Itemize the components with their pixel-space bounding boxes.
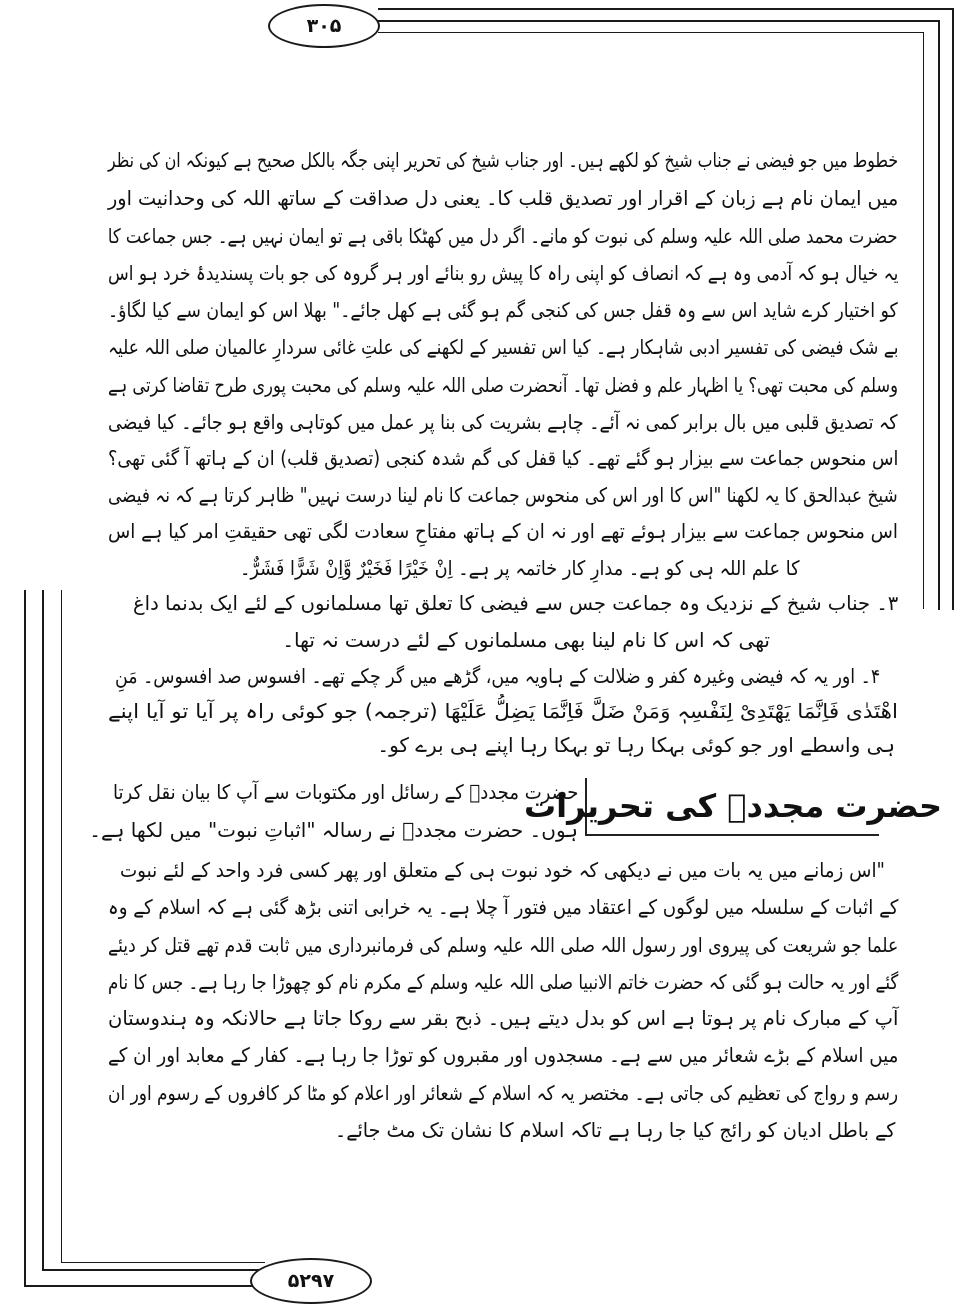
section-heading: حضرت مجددؒ کی تحریرات: [523, 787, 943, 825]
text-line: وسلم کی محبت تھی؟ یا اظہار علم و فضل تھا۔ آنحضرت صلی اللہ علیہ وسلم کی محبت پوری طرح تقاضا کرتی ہے: [108, 373, 898, 397]
text-line: ہوں۔ حضرت مجددؒ نے رسالہ "اثباتِ نبوت" میں لکھا ہے۔: [89, 818, 578, 842]
text-line: یہ خیال ہو کہ آدمی وہ ہے کہ انصاف کو اپنی راہ کا پیش رو بنائے اور ہر گروہ کی جو بات پسندیدۂ خرد ہو اس: [107, 261, 898, 285]
quote-line: علما جو شریعت کی پیروی اور رسول اللہ صلی اللہ علیہ وسلم کی فرمانبرداری میں ثابت قدم تھے قتل کر دیئے: [107, 933, 898, 957]
text-line: ہی واسطے اور جو کوئی بہکا رہا تو بہکا رہا اپنے ہی برے کو۔: [377, 733, 895, 757]
quote-line: آپ کے مبارک نام پر ہوتا ہے اس کو بدل دیتے ہیں۔ ذبح بقر سے روکا جاتا ہے حالانکہ وہ ہندوستان: [107, 1006, 898, 1030]
text-line: میں ایمان نام ہے زبان کے اقرار اور تصدیق قلب کا۔ یعنی دل صداقت کے ساتھ اللہ کی وحدانیت اور: [107, 186, 898, 210]
section-heading-box: [523, 778, 943, 836]
text-line: تھی کہ اس کا نام لینا بھی مسلمانوں کے لئے درست نہ تھا۔: [282, 628, 770, 652]
quote-line: "اس زمانے میں یہ بات میں نے دیکھی کہ خود نبوت ہی کے متعلق اور پھر کسی فرد واحد کے لئے نبوت: [120, 858, 885, 882]
text-line: شیخ عبدالحق کا یہ لکھنا "اس کا اور اس کی منحوس جماعت کا نام لینا درست نہیں" ظاہر کرتا ہے کہ نہ فیضی: [108, 483, 898, 507]
quote-line: میں اسلام کے بڑے شعائر میں سے ہے۔ مسجدوں اور مقبروں کو توڑا جا رہا ہے۔ کفار کے معابد اور ان کے: [107, 1043, 898, 1067]
text-line: کو اختیار کرے شاید اس سے وہ قفل جس کی کنجی گم ہو گئی ہے کھل جائے۔" بھلا اس کو ایمان سے کیا لگاؤ۔: [108, 298, 898, 322]
page-number-top: ۳۰۵: [306, 15, 342, 37]
text-line: خطوط میں جو فیضی نے جناب شیخ کو لکھے ہیں۔ اور جناب شیخ کی تحریر اپنی جگہ بالکل صحیح ہے کیونکہ ان کی نظر: [107, 148, 898, 172]
page-number-bottom: ۵۲۹۷: [287, 1270, 335, 1292]
text-line: بے شک فیضی کی تفسیر ادبی شاہکار ہے۔ کیا اس تفسیر کے لکھنے کی علتِ غائی سردارِ عالمیان صلی اللہ علیہ: [107, 335, 898, 359]
text-line: اس منحوس جماعت سے بیزار ہوئے تھے اور نہ ان کے ہاتھ مفتاحِ سعادت لگی تھی حقیقتِ امر کیا ہے اس: [108, 519, 898, 543]
text-line: کا علم اللہ ہی کو ہے۔ مدارِ کار خاتمہ پر ہے۔ اِنْ خَیْرًا فَخَیْرٌ وَّاِنْ شَرًّا فَشَرٌّ۔: [240, 556, 800, 580]
quote-line: کے اثبات کے سلسلہ میں لوگوں کے اعتقاد میں فتور آ چلا ہے۔ یہ خرابی اتنی بڑھ گئی ہے کہ اسلام کے وہ: [107, 895, 898, 919]
page-number-top-badge: [268, 4, 380, 48]
page-number-bottom-badge: [250, 1258, 372, 1304]
text-line: حضرت محمد صلی اللہ علیہ وسلم کی نبوت کو مانے۔ اگر دل میں کھٹکا باقی ہے تو ایمان نہیں ہے۔ جس جماعت کا: [108, 224, 898, 248]
text-line: اس منحوس جماعت سے بیزار ہو گئے تھے۔ کیا قفل کی گم شدہ کنجی (تصدیق قلب) ان کے ہاتھ آ گئی تھی؟: [107, 446, 898, 470]
quote-line: کے باطل ادیان کو رائج کیا جا رہا ہے تاکہ اسلام کا نشان تک مٹ جائے۔: [334, 1118, 895, 1142]
numbered-point-4: ۴۔ اور یہ کہ فیضی وغیرہ کفر و ضلالت کے ہاویہ میں، گڑھے میں گر چکے تھے۔ افسوس صد افسوس۔ مَنِ: [114, 664, 880, 688]
text-line: حضرت مجددؒ کے رسائل اور مکتوبات سے آپ کا بیان نقل کرتا: [112, 780, 578, 804]
numbered-point-3: ۳۔ جناب شیخ کے نزدیک وہ جماعت جس سے فیضی کا تعلق تھا مسلمانوں کے لئے ایک بدنما داغ: [132, 591, 898, 615]
text-line: کہ تصدیق قلبی میں بال برابر کمی نہ آئے۔ چاہے بشریت کی بنا پر عمل میں کوتاہی واقع ہو جائے۔ کیا فیضی: [108, 410, 898, 434]
quran-verse-line: اھْتَدٰی فَاِنَّمَا یَھْتَدِیْ لِنَفْسِہٖ وَمَنْ ضَلَّ فَاِنَّمَا یَضِلُّ عَلَیْھَا (ترجمہ) جو کوئی راہ پر آیا تو آیا اپنے: [108, 699, 898, 723]
quote-line: رسم و رواج کی تعظیم کی جاتی ہے۔ مختصر یہ کہ اسلام کے شعائر اور اعلام کو مٹا کر کافروں کے رسوم اور ان: [107, 1081, 898, 1105]
quote-line: گئے اور یہ حالت ہو گئی کہ حضرت خاتم الانبیا صلی اللہ علیہ وسلم کے مکرم نام کو چھوڑا جا رہا ہے۔ جس کا نام: [107, 970, 898, 994]
